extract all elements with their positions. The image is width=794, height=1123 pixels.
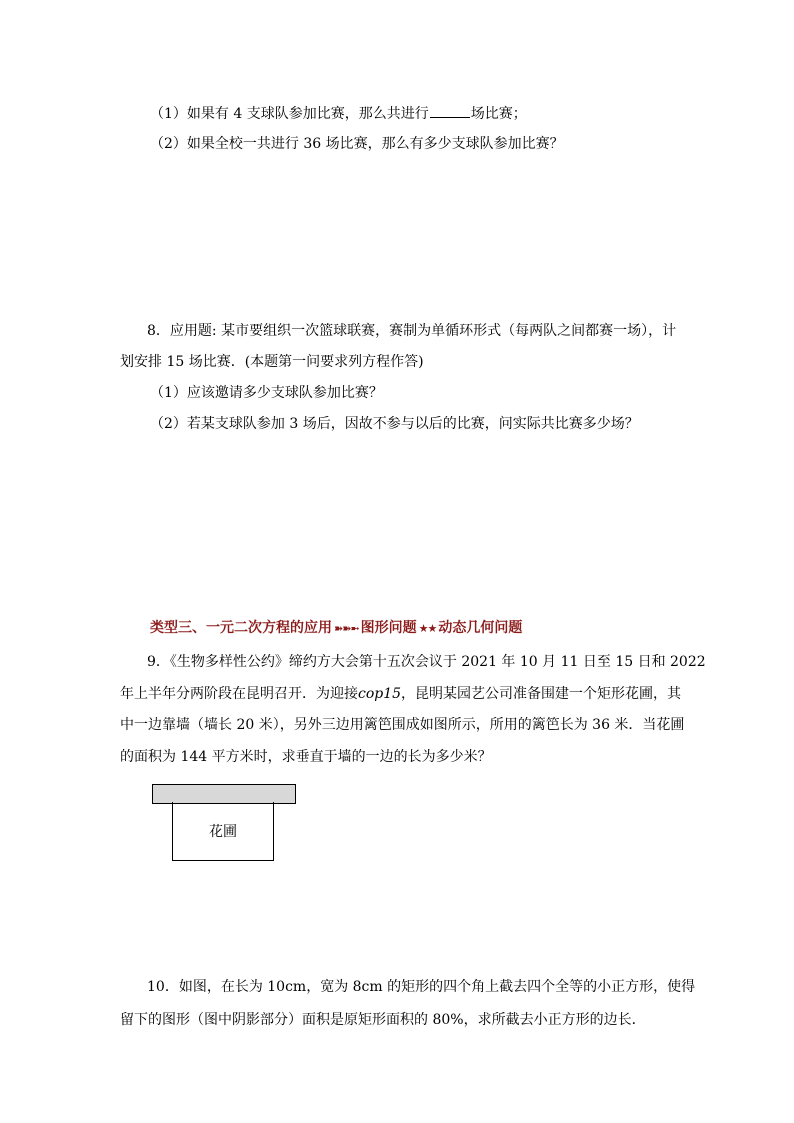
section-subtopic: 动态几何问题 [438, 620, 523, 636]
cop15-variable: cop15 [358, 686, 402, 702]
q7-part1-text-b: 场比赛； [470, 106, 527, 122]
star-decoration-icon: ★★ [418, 622, 437, 635]
q7-part1-text-a: （1）如果有 4 支球队参加比赛，那么共进行 [150, 106, 429, 122]
section-title: 类型三、一元二次方程的应用 [150, 620, 332, 636]
arrow-decoration-icon: ➽➽➼ [334, 622, 359, 635]
q7-part1 [150, 103, 527, 124]
garden-label: 花圃 [209, 824, 237, 840]
q9-line3: 中一边靠墙（墙长 20 米），另外三边用篱笆围成如图所示，所用的篱笆长为 36 米．当花圃 [120, 717, 685, 733]
wall-figure [152, 784, 296, 804]
q8-line1: 8．应用题: 某市要组织一次篮球联赛，赛制为单循环形式（每两队之间都赛一场），计 [147, 323, 677, 339]
q10-line1: 10．如图，在长为 10cm，宽为 8cm 的矩形的四个角上截去四个全等的小正方形，使得 [147, 979, 696, 995]
q7-part2: （2）如果全校一共进行 36 场比赛，那么有多少支球队参加比赛？ [150, 136, 564, 152]
q9-line2-text-a: 年上半年分两阶段在昆明召开．为迎接 [120, 686, 358, 702]
section-header [150, 618, 522, 639]
q9-line2-text-b: ，昆明某园艺公司准备围建一个矩形花圃，其 [401, 686, 682, 702]
q9-line1: 9．《生物多样性公约》缔约方大会第十五次会议于 2021 年 10 月 11 日至 15 日和 2022 [147, 654, 706, 670]
q9-line4: 的面积为 144 平方米时，求垂直于墙的一边的长为多少米？ [120, 749, 492, 765]
q9-line2 [120, 684, 681, 704]
q8-part1: （1）应该邀请多少支球队参加比赛？ [150, 385, 383, 401]
section-topic: 图形问题 [360, 620, 417, 636]
garden-figure [172, 802, 274, 861]
q8-part2: （2）若某支球队参加 3 场后，因故不参与以后的比赛，问实际共比赛多少场？ [150, 416, 639, 432]
q8-line2: 划安排 15 场比赛．(本题第一问要求列方程作答) [120, 354, 424, 370]
answer-blank [430, 103, 470, 118]
q10-line2: 留下的图形（图中阴影部分）面积是原矩形面积的 80%，求所截去小正方形的边长． [120, 1012, 646, 1028]
